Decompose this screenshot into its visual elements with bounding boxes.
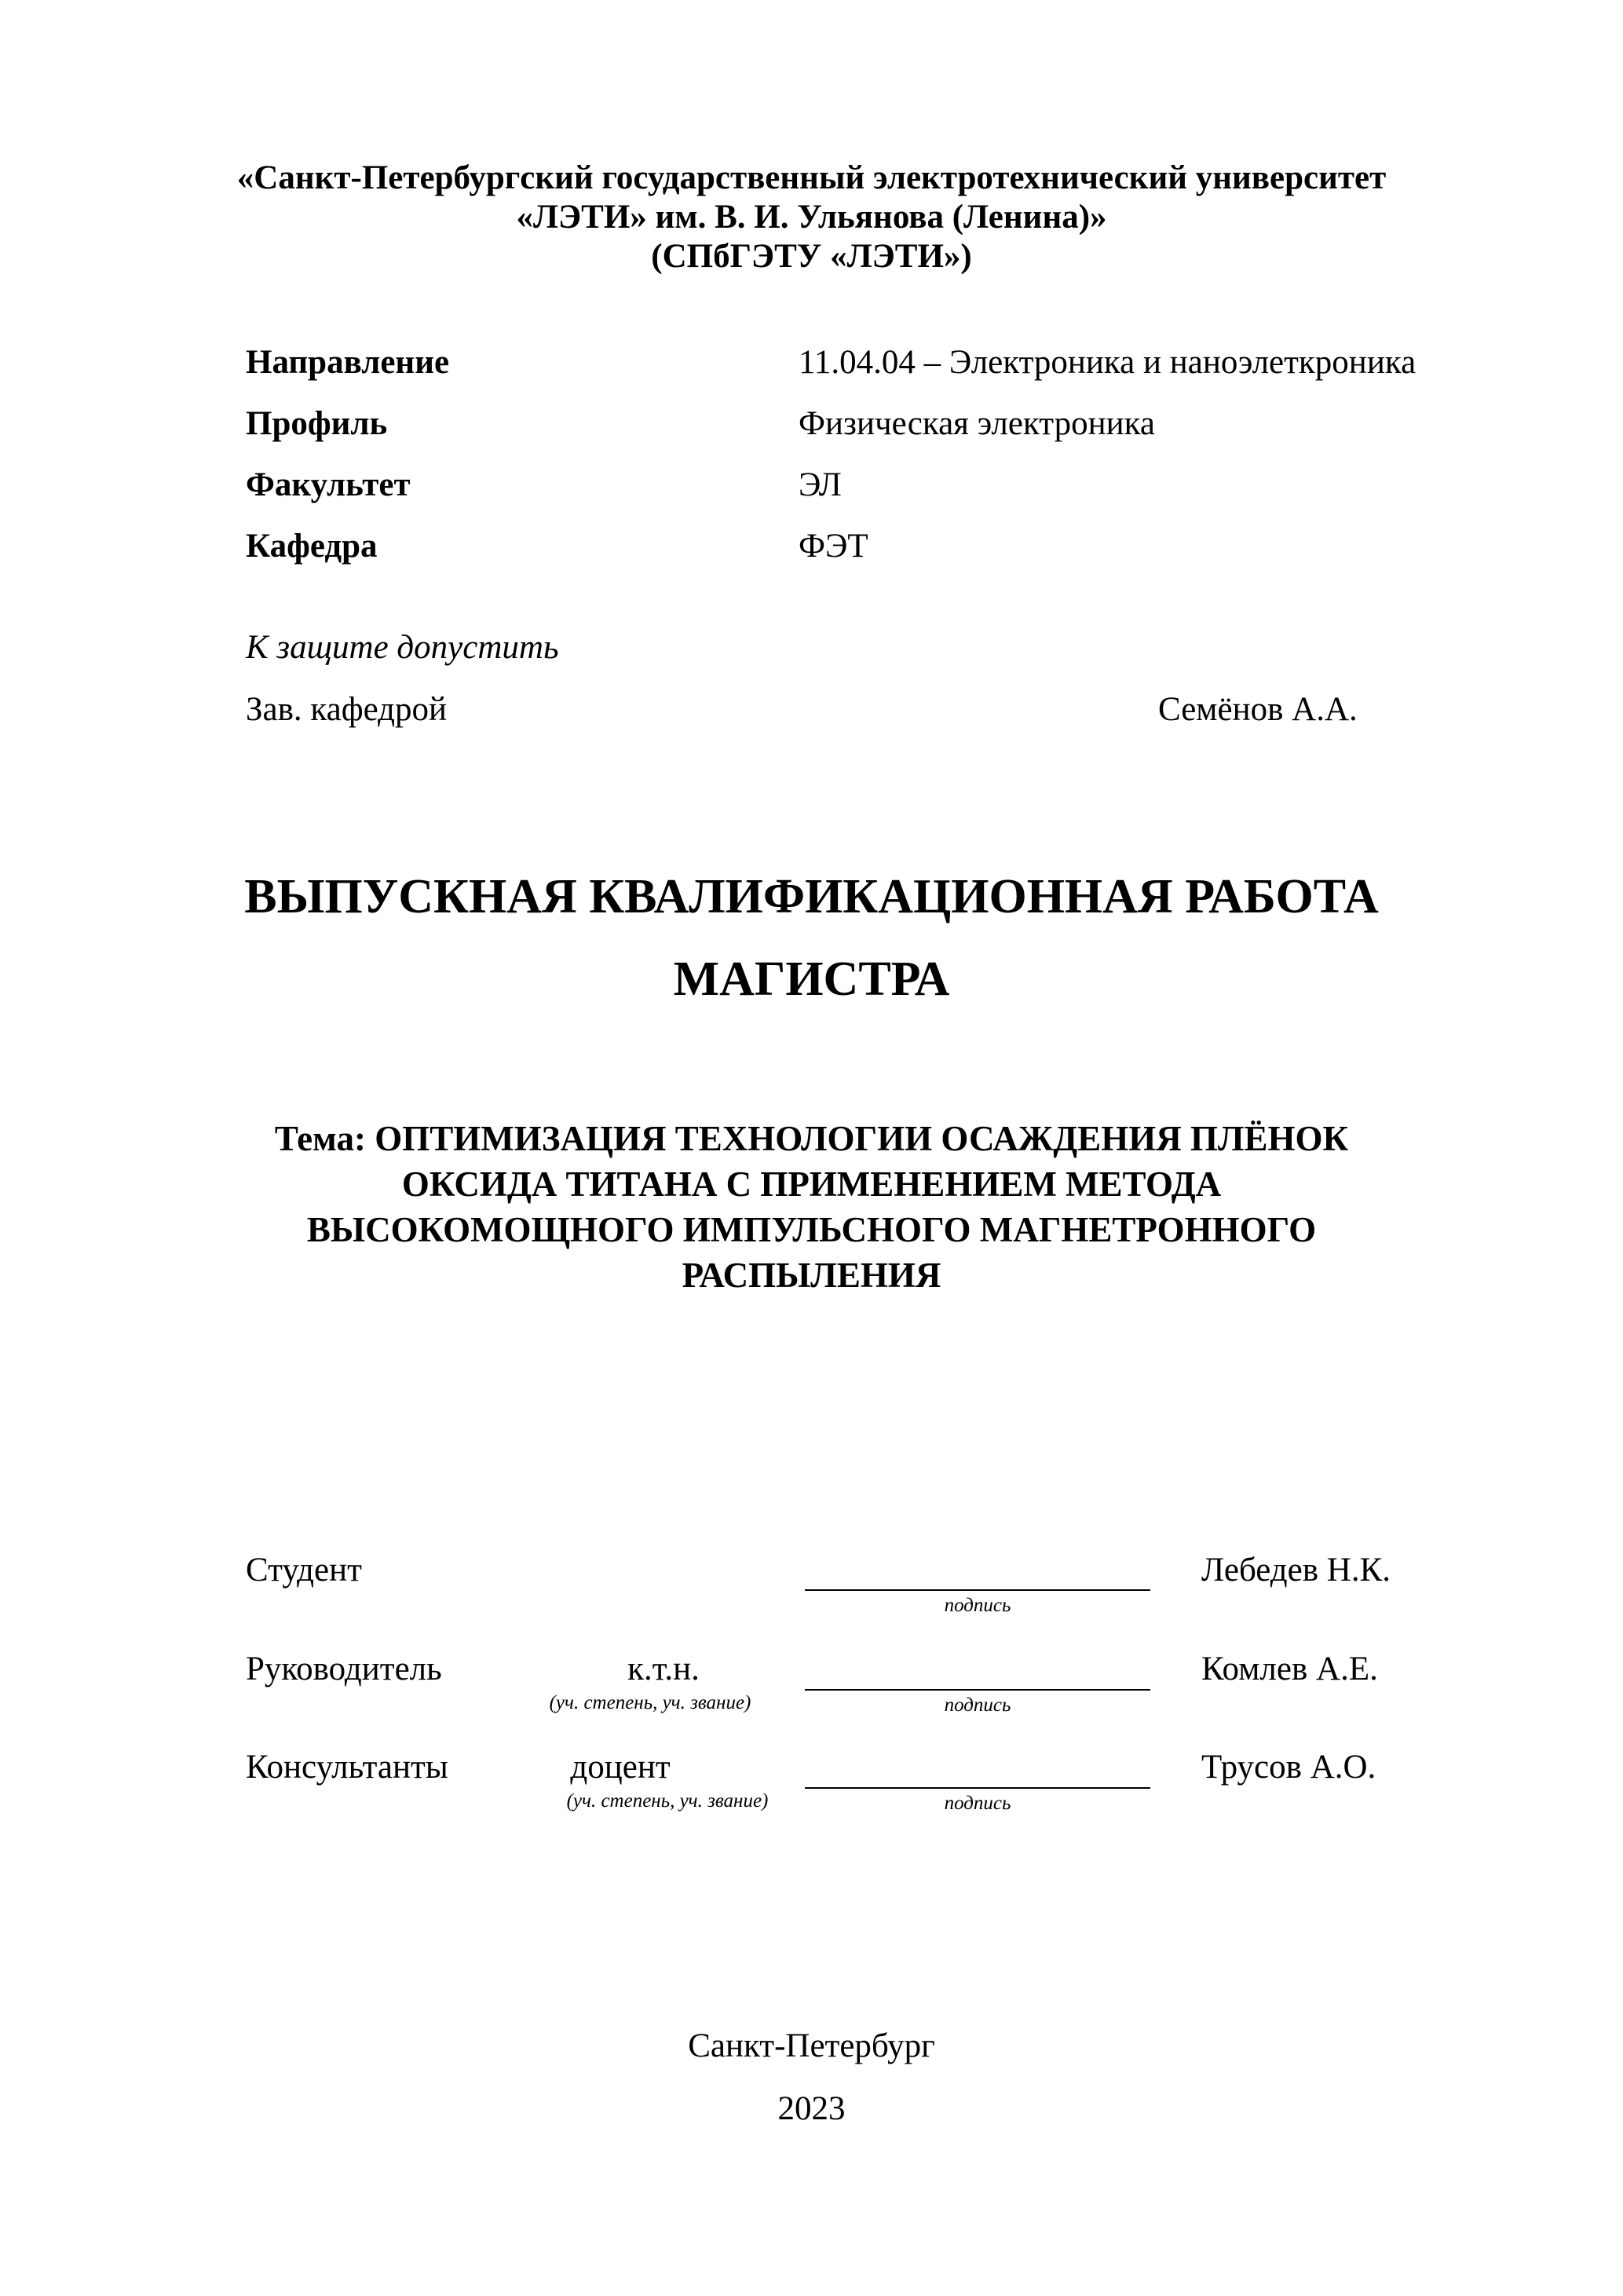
year: 2023 xyxy=(777,2090,846,2127)
consultant-degree-caption: (уч. степень, уч. звание) xyxy=(566,1790,769,1812)
topic-line-3: ВЫСОКОМОЩНОГО ИМПУЛЬСНОГО МАГНЕТРОННОГО xyxy=(306,1210,1317,1249)
supervisor-signature-caption: подпись xyxy=(944,1695,1011,1716)
consultant-signature-line xyxy=(805,1787,1150,1789)
work-title-line-1: ВЫПУСКНАЯ КВАЛИФИКАЦИОННАЯ РАБОТА xyxy=(244,870,1379,923)
head-of-department-name: Семёнов А.А. xyxy=(1158,691,1358,728)
topic-line-2: ОКСИДА ТИТАНА С ПРИМЕНЕНИЕМ МЕТОДА xyxy=(401,1164,1222,1204)
direction-value: 11.04.04 – Электроника и наноэлеткроника xyxy=(799,344,1416,381)
student-name: Лебедев Н.К. xyxy=(1201,1552,1391,1589)
supervisor-role-label: Руководитель xyxy=(246,1651,442,1687)
head-of-department-label: Зав. кафедрой xyxy=(246,691,448,728)
profile-label: Профиль xyxy=(246,405,388,442)
city: Санкт-Петербург xyxy=(688,2027,935,2064)
department-label: Кафедра xyxy=(246,528,378,565)
department-value: ФЭТ xyxy=(799,528,868,565)
student-role-label: Студент xyxy=(246,1552,362,1589)
profile-value: Физическая электроника xyxy=(799,405,1155,442)
supervisor-signature-line xyxy=(805,1689,1150,1691)
topic-line-4: РАСПЫЛЕНИЯ xyxy=(682,1256,941,1295)
supervisor-degree: к.т.н. xyxy=(627,1651,700,1687)
faculty-label: Факультет xyxy=(246,466,411,503)
supervisor-degree-caption: (уч. степень, уч. звание) xyxy=(549,1692,751,1713)
work-title-line-2: МАГИСТРА xyxy=(673,952,950,1006)
university-abbreviation: (СПбГЭТУ «ЛЭТИ») xyxy=(651,238,972,275)
topic-line-1: Тема: ОПТИМИЗАЦИЯ ТЕХНОЛОГИИ ОСАЖДЕНИЯ ПЛЁНОК xyxy=(274,1119,1349,1158)
consultant-name: Трусов А.О. xyxy=(1201,1749,1376,1786)
student-signature-line xyxy=(805,1589,1150,1591)
university-name-line-1: «Санкт-Петербургский государственный электротехнический университет xyxy=(236,159,1387,196)
consultant-signature-caption: подпись xyxy=(944,1793,1011,1814)
consultant-role-label: Консультанты xyxy=(246,1749,448,1786)
admit-to-defense-text: К защите допустить xyxy=(246,629,559,666)
supervisor-name: Комлев А.Е. xyxy=(1201,1651,1378,1687)
student-signature-caption: подпись xyxy=(944,1595,1011,1616)
consultant-degree: доцент xyxy=(570,1749,671,1786)
direction-label: Направление xyxy=(246,344,450,381)
faculty-value: ЭЛ xyxy=(799,466,842,503)
university-name-line-2: «ЛЭТИ» им. В. И. Ульянова (Ленина)» xyxy=(516,199,1107,236)
